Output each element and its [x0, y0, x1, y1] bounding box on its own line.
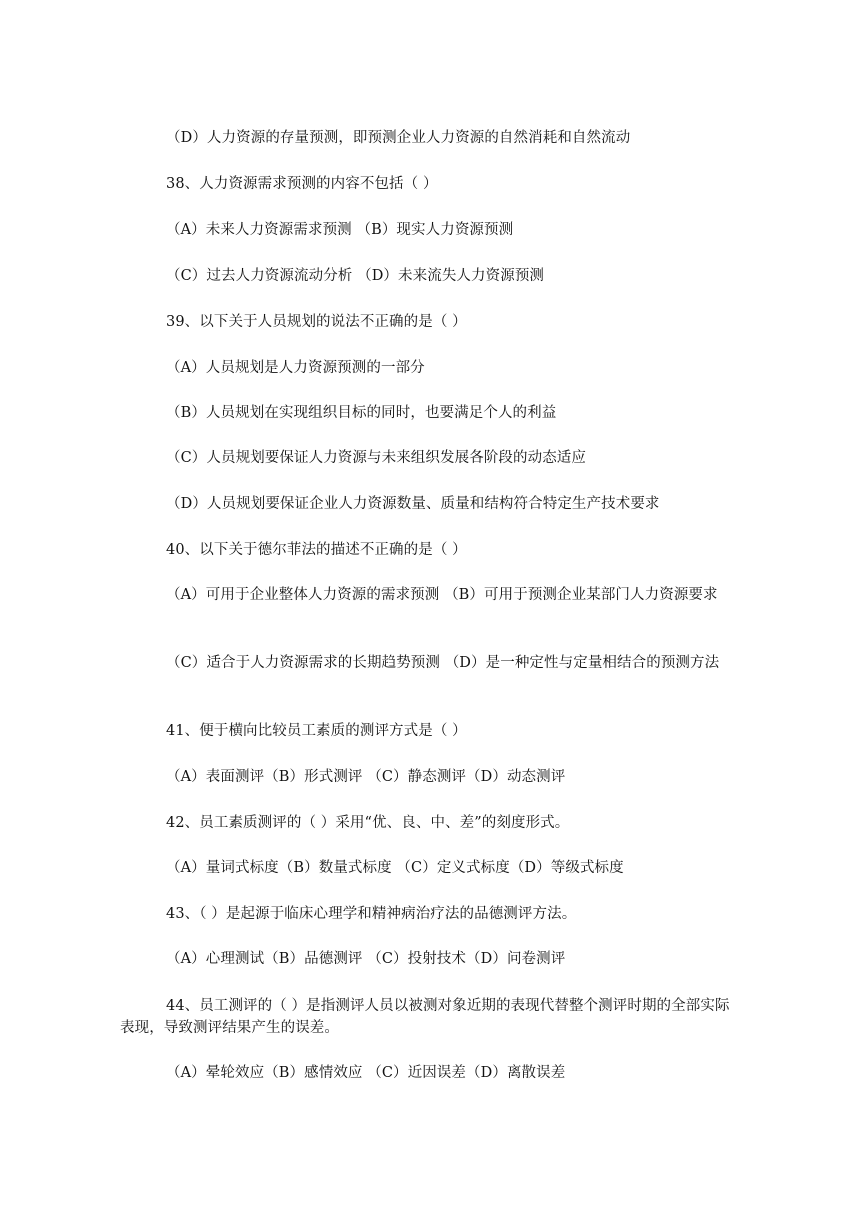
- option-line: （A）心理测试（B）品德测评 （C）投射技术（D）问卷测评: [166, 951, 566, 967]
- option-line: （A）量词式标度（B）数量式标度 （C）定义式标度（D）等级式标度: [166, 860, 624, 876]
- option-line: （C）适合于人力资源需求的长期趋势预测 （D）是一种定性与定量相结合的预测方法: [166, 655, 720, 671]
- question-43: 43、（ ）是起源于临床心理学和精神病治疗法的品德测评方法。: [166, 906, 577, 922]
- option-line: （A）未来人力资源需求预测 （B）现实人力资源预测: [166, 222, 514, 238]
- option-line: （C）过去人力资源流动分析 （D）未来流失人力资源预测: [166, 268, 545, 284]
- question-40: 40、以下关于德尔菲法的描述不正确的是（ ）: [166, 542, 467, 558]
- question-39: 39、以下关于人员规划的说法不正确的是（ ）: [166, 314, 467, 330]
- option-line: （A）可用于企业整体人力资源的需求预测 （B）可用于预测企业某部门人力资源要求: [166, 587, 718, 603]
- question-42: 42、员工素质测评的（ ）采用“优、良、中、差”的刻度形式。: [166, 815, 570, 831]
- option-line: （A）人员规划是人力资源预测的一部分: [166, 360, 425, 376]
- option-line: （C）人员规划要保证人力资源与未来组织发展各阶段的动态适应: [166, 450, 586, 466]
- question-38: 38、人力资源需求预测的内容不包括（ ）: [166, 176, 438, 192]
- option-line: （D）人力资源的存量预测，即预测企业人力资源的自然消耗和自然流动: [166, 130, 631, 146]
- option-line: （B）人员规划在实现组织目标的同时，也要满足个人的利益: [166, 405, 557, 421]
- option-line: （A）晕轮效应（B）感情效应 （C）近因误差（D）离散误差: [166, 1065, 566, 1081]
- option-line: （D）人员规划要保证企业人力资源数量、质量和结构符合特定生产技术要求: [166, 496, 660, 512]
- question-44: 44、员工测评的（ ）是指测评人员以被测对象近期的表现代替整个测评时期的全部实际表现，导致测评结果产生的误差。: [120, 998, 730, 1036]
- question-41: 41、便于横向比较员工素质的测评方式是（ ）: [166, 723, 467, 739]
- option-line: （A）表面测评（B）形式测评 （C）静态测评（D）动态测评: [166, 769, 566, 785]
